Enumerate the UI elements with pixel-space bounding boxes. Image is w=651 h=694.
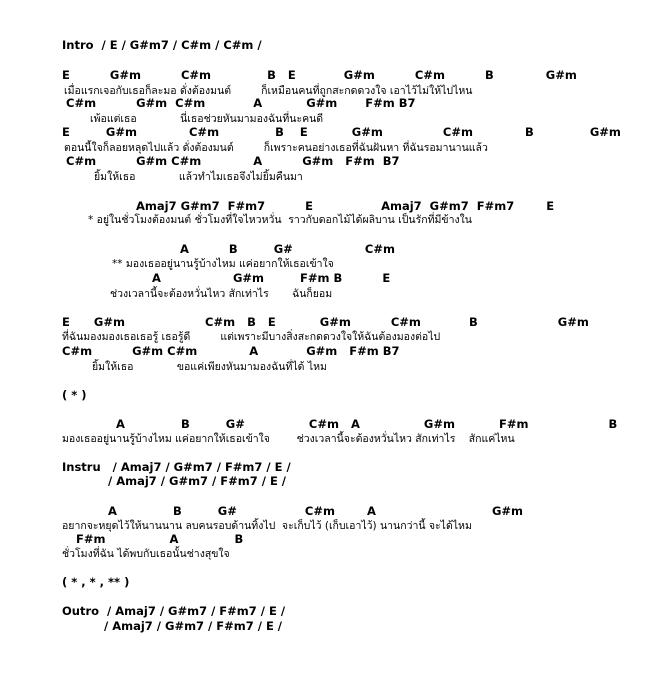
chord-line: / Amaj7 / G#m7 / F#m7 / E / xyxy=(108,474,287,488)
chord-line: / Amaj7 / G#m7 / F#m7 / E / xyxy=(104,619,283,633)
chord-line: Intro / E / G#m7 / C#m / C#m / xyxy=(62,38,262,52)
lyric-line: เมื่อแรกเจอกับเธอก็ละมอ ดั่งต้องมนต์ ก็เหมือนคนที่ถูกสะกดดวงใจ เอาไว้ไม่ให้ไปไหน xyxy=(64,85,473,97)
chord-line: A B G# C#m A G#m xyxy=(108,504,524,518)
chord-line: E G#m C#m B E G#m C#m B G#m xyxy=(62,125,621,139)
lyric-line: อยากจะหยุดไว้ให้นานนาน ลบคนรอบด้านทิ้งไป จะเก็บไว้ (เก็บเอาไว้) นานกว่านี้ จะได้ไหม xyxy=(62,520,472,532)
lyric-line: ** มองเธออยู่นานรู้บ้างไหม แค่อยากให้เธอเข้าใจ xyxy=(112,258,334,270)
lyric-line: * อยู่ในชั่วโมงต้องมนต์ ชั่วโมงที่ใจไหวหวั่น ราวกับดอกไม้ได้ผลิบาน เป็นรักที่มีข้างใน xyxy=(88,214,472,226)
lyric-line: ที่ฉันมองมองเธอเธอรู้ เธอรู้ดี แต่เพราะมีบางสิ่งสะกดดวงใจให้ฉันต้องมองต่อไป xyxy=(62,331,441,343)
chord-line: C#m G#m C#m A G#m F#m B7 xyxy=(66,154,400,168)
chord-line: A B G# C#m A G#m F#m B xyxy=(116,417,618,431)
lyric-line: ยิ้มให้เธอ ขอแค่เพียงหันมามองฉันที่ได้ ไหม xyxy=(92,361,327,373)
chord-line: A B G# C#m xyxy=(180,242,395,256)
lyric-line: มองเธออยู่นานรู้บ้างไหม แค่อยากให้เธอเข้าใจ ช่วงเวลานี้จะต้องหวั่นไหว สักเท่าไร สักแค่ไหน xyxy=(62,433,515,445)
lyric-line: ช่วงเวลานี้จะต้องหวั่นไหว สักเท่าไร ฉันก็ยอม xyxy=(110,288,333,300)
chord-line: Outro / Amaj7 / G#m7 / F#m7 / E / xyxy=(62,604,286,618)
chord-line: Instru / Amaj7 / G#m7 / F#m7 / E / xyxy=(62,460,291,474)
chord-line: E G#m C#m B E G#m C#m B G#m xyxy=(62,315,589,329)
chord-line: ( * , * , ** ) xyxy=(62,575,130,589)
lyric-line: ยิ้มให้เธอ แล้วทำไมเธอจึงไม่ยิ้มคืนมา xyxy=(94,171,303,183)
chord-line: A G#m F#m B E xyxy=(152,271,391,285)
lyric-line: เพ้อแต่เธอ นี่เธอช่วยหันมามองฉันที่นะคนดี xyxy=(90,113,324,125)
chord-line: F#m A B xyxy=(76,532,244,546)
lyric-line: ชั่วโมงที่ฉัน ได้พบกับเธอนั้นช่างสุขใจ xyxy=(62,548,230,560)
chord-line: ( * ) xyxy=(62,388,87,402)
chord-line: C#m G#m C#m A G#m F#m B7 xyxy=(62,344,400,358)
lyric-line: ตอนนี้ใจก็ลอยหลุดไปแล้ว ดั่งต้องมนต์ ก็เพราะคนอย่างเธอที่ฉันฝันหา ที่ฉันรอมานานแล้ว xyxy=(64,142,488,154)
chord-line: E G#m C#m B E G#m C#m B G#m xyxy=(62,68,577,82)
chord-line: Amaj7 G#m7 F#m7 E Amaj7 G#m7 F#m7 E xyxy=(136,199,555,213)
chord-line: C#m G#m C#m A G#m F#m B7 xyxy=(66,96,416,110)
